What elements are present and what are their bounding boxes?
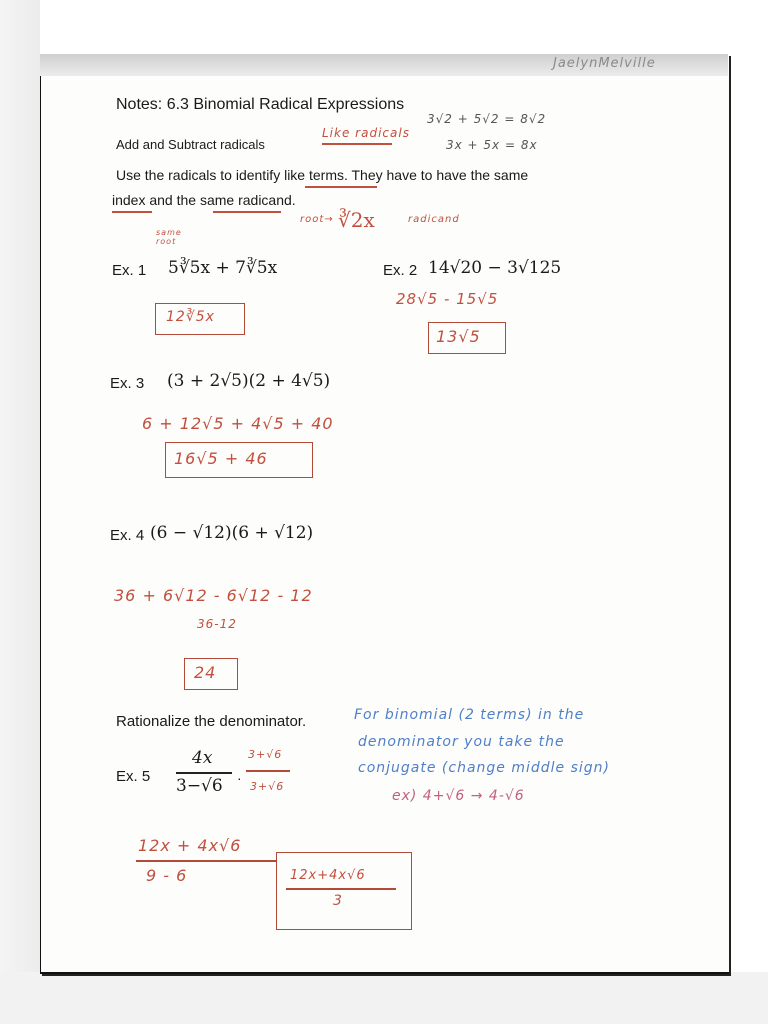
ex5-answer-numerator: 12x+4x√6	[290, 868, 366, 883]
ex5-multiplier-bar	[246, 770, 290, 772]
conjugate-note-line-2: denominator you take the	[358, 734, 565, 750]
ex4-expression: (6 − √12)(6 + √12)	[150, 523, 314, 543]
instruction-line-2: index and the same radicand.	[112, 192, 296, 208]
ex2-label: Ex. 2	[383, 262, 418, 279]
ex1-answer: 12∛5x	[166, 309, 215, 325]
ex3-answer: 16√5 + 46	[174, 449, 268, 468]
ex3-label: Ex. 3	[110, 375, 145, 392]
ex1-label: Ex. 1	[112, 262, 147, 279]
ex1-expression: 5∛5x + 7∛5x	[168, 258, 278, 278]
ex4-work: 36 + 6√12 - 6√12 - 12	[114, 586, 313, 605]
ex3-expression: (3 + 2√5)(2 + 4√5)	[167, 371, 331, 391]
ex5-work-bar	[136, 860, 276, 862]
ex5-answer-denominator: 3	[333, 893, 343, 909]
page-title: Notes: 6.3 Binomial Radical Expressions	[116, 96, 405, 113]
radicand-underline	[213, 211, 281, 213]
add-subtract-heading: Add and Subtract radicals	[116, 137, 265, 152]
ex5-answer-box	[276, 852, 412, 930]
ex2-expression: 14√20 − 3√125	[428, 258, 562, 278]
index-underline	[112, 211, 152, 213]
like-terms-underline	[305, 186, 377, 188]
conjugate-note-line-3: conjugate (change middle sign)	[358, 760, 611, 776]
conjugate-note-line-1: For binomial (2 terms) in the	[354, 707, 585, 723]
multiply-dot: ·	[237, 770, 242, 786]
ex3-work: 6 + 12√5 + 4√5 + 40	[142, 414, 334, 433]
conjugate-example: ex) 4+√6 → 4-√6	[392, 788, 525, 804]
ex5-multiplier-denominator: 3+√6	[250, 780, 285, 793]
rationalize-heading: Rationalize the denominator.	[116, 713, 307, 730]
like-radicals-label: Like radicals	[322, 126, 410, 140]
like-radicals-example-2: 3x + 5x = 8x	[446, 138, 538, 152]
radical-example: ∛2x	[338, 208, 375, 232]
ex5-work-denominator: 9 - 6	[146, 866, 188, 885]
instruction-line-1: Use the radicals to identify like terms. They have to have the same	[116, 167, 529, 183]
ex4-label: Ex. 4	[110, 527, 145, 544]
ex5-denominator: 3−√6	[176, 776, 223, 796]
ex4-work-2: 36-12	[197, 617, 237, 631]
signature: JaelynMelville	[553, 56, 656, 71]
ex2-work: 28√5 - 15√5	[396, 290, 499, 308]
ex5-label: Ex. 5	[116, 768, 151, 785]
radicand-annotation: radicand	[408, 214, 460, 225]
ex5-multiplier-numerator: 3+√6	[248, 748, 283, 761]
background-bottom	[0, 972, 768, 1024]
like-radicals-underline	[322, 143, 392, 145]
like-radicals-example-1: 3√2 + 5√2 = 8√2	[427, 112, 547, 126]
root-annotation: root→	[300, 214, 334, 225]
same-root-annotation: same root	[156, 228, 182, 246]
background-left	[0, 0, 40, 1024]
ex5-work-numerator: 12x + 4x√6	[138, 836, 242, 855]
ex2-answer: 13√5	[436, 327, 481, 346]
ex5-answer-bar	[286, 888, 396, 890]
ex5-fraction-bar	[176, 772, 232, 774]
ex5-numerator: 4x	[192, 748, 213, 768]
ex4-answer: 24	[194, 663, 217, 682]
